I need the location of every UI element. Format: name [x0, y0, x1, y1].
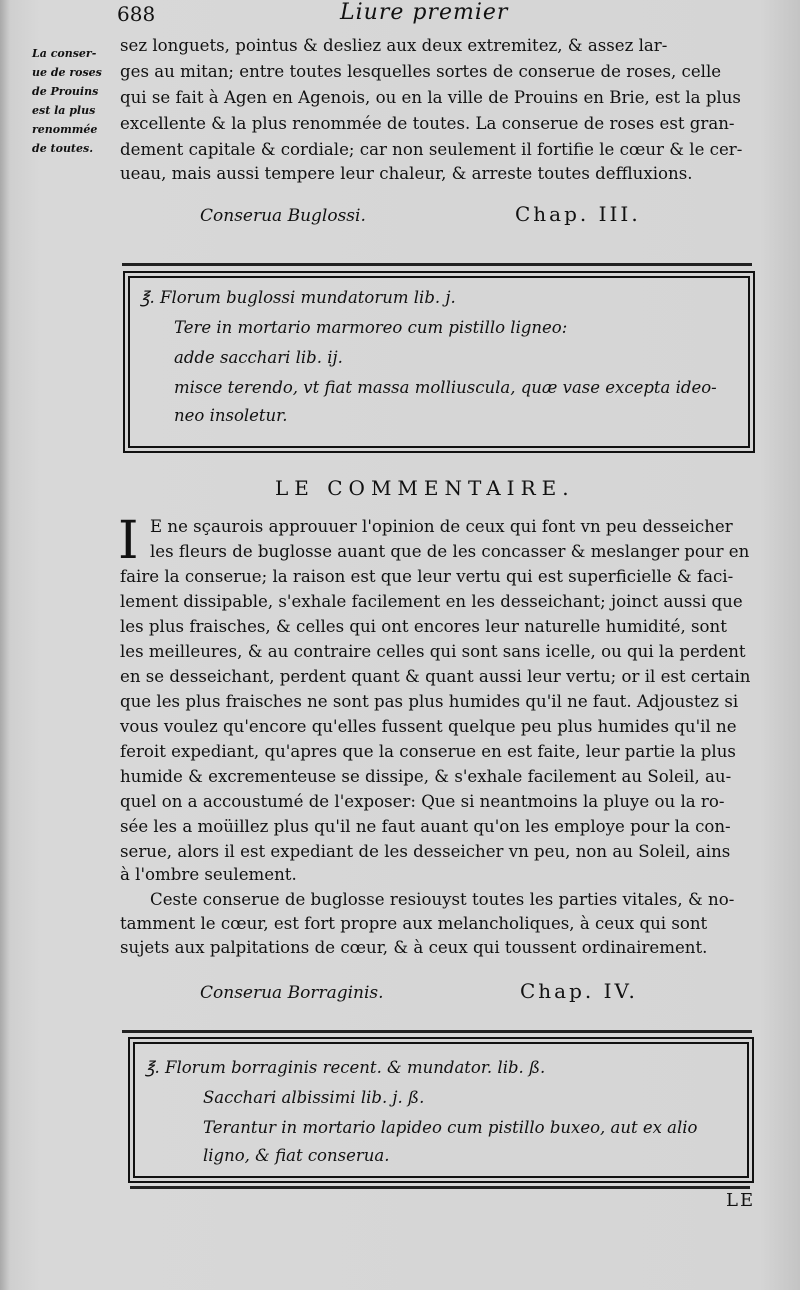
commentary-line: les plus fraisches, & celles qui ont encores leur naturelle humidité, sont: [120, 617, 727, 636]
running-title: Liure premier: [340, 0, 509, 25]
commentary-line: vous voulez qu'encore qu'elles fussent quelque peu plus humides qu'il ne: [120, 717, 737, 736]
commentary-line: sée les a moüillez plus qu'il ne faut auant qu'on les employe pour la con-: [120, 817, 731, 836]
chapter3-recipe-box: [128, 276, 750, 448]
margin-note-line: de Prouins: [32, 85, 99, 98]
recipe-line: ℥. Florum buglossi mundatorum lib. j.: [140, 288, 456, 307]
margin-note-line: est la plus: [32, 104, 96, 117]
recipe-line: adde sacchari lib. ij.: [174, 348, 343, 367]
intro-line: qui se fait à Agen en Agenois, ou en la ville de Prouins en Brie, est la plus: [120, 88, 741, 107]
commentary-line: serue, alors il est expediant de les desseicher vn peu, non au Soleil, ains: [120, 842, 731, 861]
catchword: LE: [726, 1190, 756, 1211]
margin-note-line: renommée: [32, 123, 98, 136]
intro-line: excellente & la plus renommée de toutes. La conserue de roses est gran-: [120, 114, 735, 133]
commentary-line: que les plus fraisches ne sont pas plus humides qu'il ne faut. Adjoustez si: [120, 692, 739, 711]
intro-line: dement capitale & cordiale; car non seulement il fortifie le cœur & le cer-: [120, 140, 743, 159]
commentary-line: sujets aux palpitations de cœur, & à ceux qui toussent ordinairement.: [120, 938, 708, 957]
margin-note: [32, 44, 102, 158]
commentary-line: les fleurs de buglosse auant que de les concasser & meslanger pour en: [150, 542, 750, 561]
commentary-heading: LE COMMENTAIRE.: [275, 476, 575, 500]
drop-cap: I: [118, 511, 139, 571]
margin-note-line: La conser-: [32, 47, 97, 60]
margin-note-line: ue de roses: [32, 66, 102, 79]
intro-line: ges au mitan; entre toutes lesquelles sortes de conserue de roses, celle: [120, 62, 722, 81]
margin-note-line: de toutes.: [32, 142, 94, 155]
chapter3-chap: Chap. III.: [515, 202, 641, 226]
commentary-line: feroit expediant, qu'apres que la conserue en est faite, leur partie la plus: [120, 742, 736, 761]
page-number: 688: [117, 2, 156, 26]
recipe-line: neo insoletur.: [174, 406, 288, 425]
chapter4-recipe-box: [133, 1042, 749, 1178]
commentary-line: humide & excrementeuse se dissipe, & s'exhale facilement au Soleil, au-: [120, 767, 732, 786]
commentary-line: tamment le cœur, est fort propre aux melancholiques, à ceux qui sont: [120, 914, 708, 933]
intro-line: sez longuets, pointus & desliez aux deux extremitez, & assez lar-: [120, 36, 668, 55]
middle-rule: [122, 1030, 752, 1033]
intro-line: ueau, mais aussi tempere leur chaleur, & arreste toutes deffluxions.: [120, 164, 693, 183]
top-rule: [122, 263, 752, 266]
commentary-line: quel on a accoustumé de l'exposer: Que si neantmoins la pluye ou la ro-: [120, 792, 725, 811]
commentary-line: les meilleures, & au contraire celles qui sont sans icelle, ou qui la perdent: [120, 642, 746, 661]
commentary-line: à l'ombre seulement.: [120, 865, 297, 884]
commentary-line: lement dissipable, s'exhale facilement en les desseichant; joinct aussi que: [120, 592, 743, 611]
chapter3-title: Conserua Buglossi.: [200, 206, 366, 226]
chapter4-chap: Chap. IV.: [520, 979, 638, 1003]
commentary-line: en se desseichant, perdent quant & quant aussi leur vertu; or il est certain: [120, 667, 751, 686]
recipe-line: Sacchari albissimi lib. j. ß.: [203, 1088, 425, 1107]
commentary-line: E ne sçaurois approuuer l'opinion de ceux qui font vn peu desseicher: [150, 517, 733, 536]
recipe-line: ℥. Florum borraginis recent. & mundator. lib. ß.: [145, 1058, 546, 1077]
recipe-line: misce terendo, vt fiat massa molliuscula, quæ vase excepta ideo-: [174, 378, 717, 397]
recipe-line: Terantur in mortario lapideo cum pistillo buxeo, aut ex alio: [203, 1118, 698, 1137]
bottom-rule: [130, 1186, 750, 1189]
commentary-line: faire la conserue; la raison est que leur vertu qui est superficielle & faci-: [120, 567, 734, 586]
recipe-line: Tere in mortario marmoreo cum pistillo ligneo:: [174, 318, 568, 337]
recipe-line: ligno, & fiat conserua.: [203, 1146, 390, 1165]
commentary-line: Ceste conserue de buglosse resiouyst toutes les parties vitales, & no-: [150, 890, 735, 909]
chapter4-title: Conserua Borraginis.: [200, 983, 384, 1003]
